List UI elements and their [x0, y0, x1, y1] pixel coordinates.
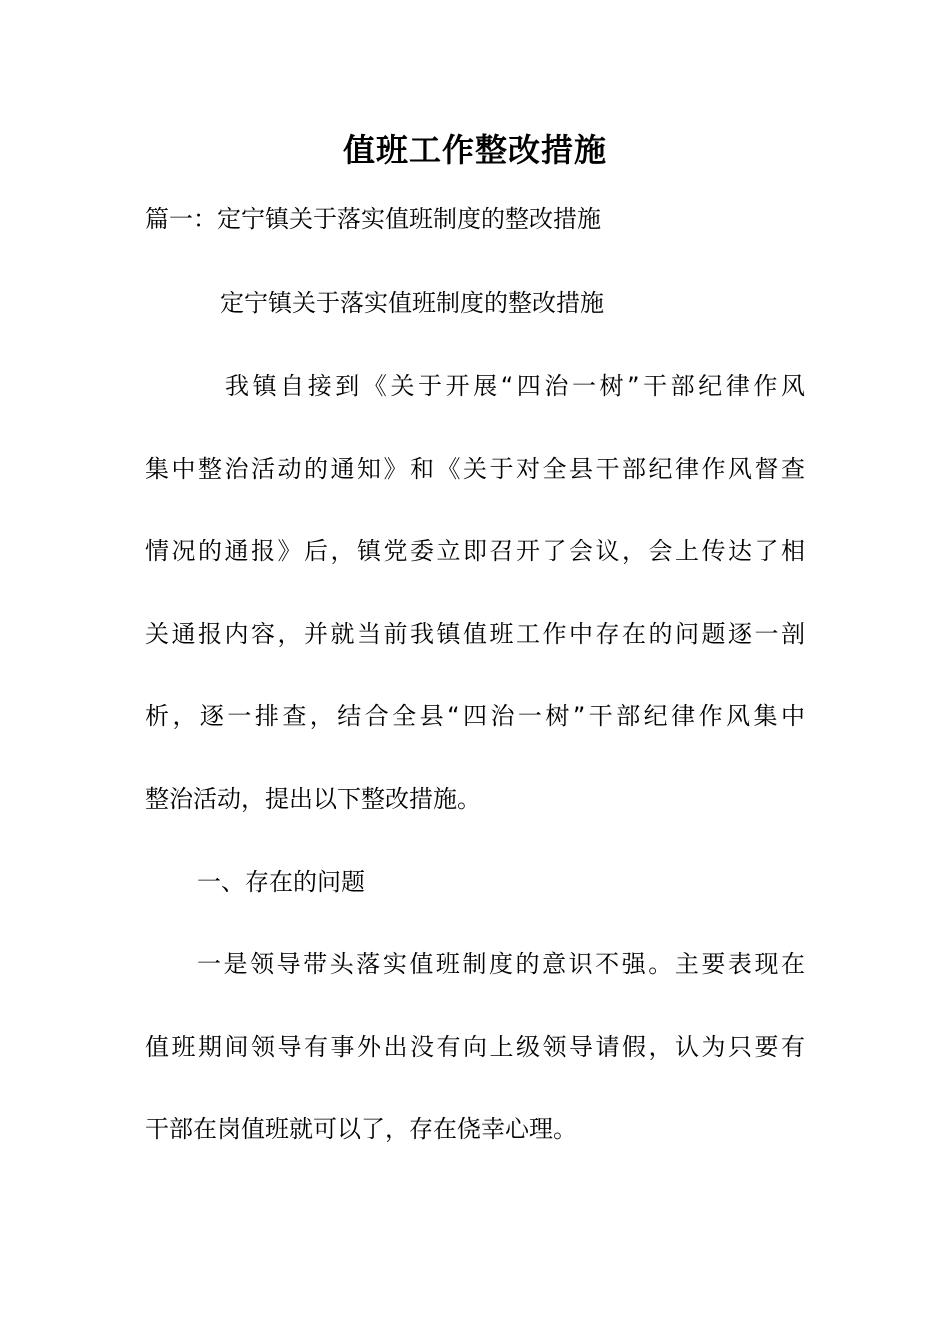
paragraph-line: 关通报内容，并就当前我镇值班工作中存在的问题逐一剖 [145, 620, 805, 648]
paragraph-line: 干部在岗值班就可以了，存在侥幸心理。 [145, 1115, 577, 1143]
paragraph-line: 集中整治活动的通知》和《关于对全县干部纪律作风督查 [145, 455, 805, 483]
paragraph-line: 整治活动，提出以下整改措施。 [145, 785, 481, 813]
paragraph-line: 析，逐一排查，结合全县“四治一树”干部纪律作风集中 [145, 702, 805, 730]
sub-heading: 定宁镇关于落实值班制度的整改措施 [220, 289, 604, 317]
paragraph-line: 我镇自接到《关于开展“四治一树”干部纪律作风 [225, 372, 805, 400]
part-heading: 篇一：定宁镇关于落实值班制度的整改措施 [145, 205, 601, 233]
section-heading: 一、存在的问题 [197, 868, 365, 896]
document-title: 值班工作整改措施 [342, 131, 607, 169]
paragraph-line: 值班期间领导有事外出没有向上级领导请假，认为只要有 [145, 1033, 805, 1061]
paragraph-line: 情况的通报》后，镇党委立即召开了会议，会上传达了相 [145, 537, 805, 565]
paragraph-line: 一是领导带头落实值班制度的意识不强。主要表现在 [197, 950, 805, 978]
